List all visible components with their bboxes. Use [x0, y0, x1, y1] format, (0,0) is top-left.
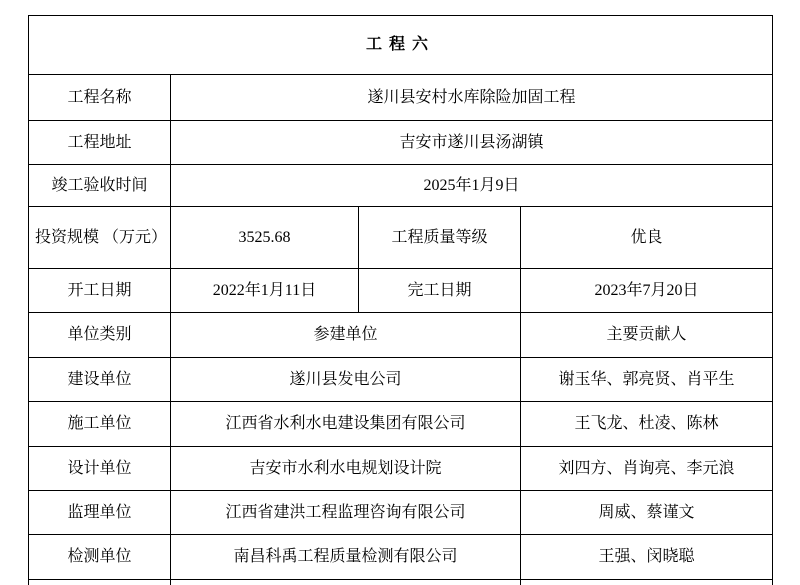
cutoff-cell [29, 580, 171, 585]
unit-company: 江西省水利水电建设集团有限公司 [171, 402, 521, 447]
unit-company: 吉安市水利水电规划设计院 [171, 447, 521, 491]
unit-row-construction [29, 358, 773, 402]
unit-contributors: 周威、蔡谨文 [521, 491, 773, 535]
title-row [29, 16, 773, 75]
address-row [29, 121, 773, 165]
investment-label: 投资规模 （万元） [29, 207, 171, 269]
unit-header-row [29, 313, 773, 358]
unit-row-builder [29, 402, 773, 447]
unit-contributors: 王飞龙、杜凌、陈林 [521, 402, 773, 447]
main-contributors-header: 主要贡献人 [521, 313, 773, 358]
unit-label: 检测单位 [29, 535, 171, 580]
unit-label: 设计单位 [29, 447, 171, 491]
unit-row-design [29, 447, 773, 491]
start-date-value: 2022年1月11日 [171, 269, 359, 313]
end-date-value: 2023年7月20日 [521, 269, 773, 313]
project-name-value: 遂川县安村水库除险加固工程 [171, 75, 773, 121]
unit-label: 监理单位 [29, 491, 171, 535]
project-name-label: 工程名称 [29, 75, 171, 121]
cutoff-cell [521, 580, 773, 585]
unit-company: 南昌科禹工程质量检测有限公司 [171, 535, 521, 580]
unit-label: 建设单位 [29, 358, 171, 402]
participating-unit-header: 参建单位 [171, 313, 521, 358]
acceptance-time-value: 2025年1月9日 [171, 165, 773, 207]
project-name-row [29, 75, 773, 121]
unit-category-label: 单位类别 [29, 313, 171, 358]
cutoff-cell [171, 580, 521, 585]
dates-row [29, 269, 773, 313]
start-date-label: 开工日期 [29, 269, 171, 313]
unit-company: 江西省建洪工程监理咨询有限公司 [171, 491, 521, 535]
table-title: 工程六 [29, 16, 773, 75]
unit-company: 遂川县发电公司 [171, 358, 521, 402]
address-label: 工程地址 [29, 121, 171, 165]
unit-row-supervision [29, 491, 773, 535]
quality-grade-value: 优良 [521, 207, 773, 269]
investment-value: 3525.68 [171, 207, 359, 269]
project-info-table [28, 15, 773, 585]
quality-grade-label: 工程质量等级 [359, 207, 521, 269]
unit-label: 施工单位 [29, 402, 171, 447]
acceptance-time-label: 竣工验收时间 [29, 165, 171, 207]
address-value: 吉安市遂川县汤湖镇 [171, 121, 773, 165]
cutoff-row [29, 580, 773, 585]
unit-row-inspection [29, 535, 773, 580]
unit-contributors: 王强、闵晓聪 [521, 535, 773, 580]
unit-contributors: 刘四方、肖询亮、李元浪 [521, 447, 773, 491]
end-date-label: 完工日期 [359, 269, 521, 313]
acceptance-time-row [29, 165, 773, 207]
investment-row [29, 207, 773, 269]
unit-contributors: 谢玉华、郭亮贤、肖平生 [521, 358, 773, 402]
